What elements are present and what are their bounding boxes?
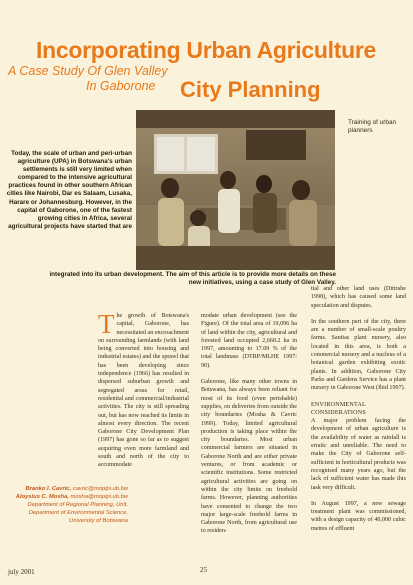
column-2-paragraph-2: Gaborone, like many other towns in Botswana, has always been reliant for most of its food (even perishable) supplies, on deliveries from outside the city boundaries (Mosha & Cavric 1999). Today, limited agricultural production is taking place within the city boundaries. Most urban commercial farmers are situated in Gaborone North and are either private ventures, or from academic or scientific institutions. Some restricted agricultural activities are going on within the city limits on freehold farms. However, planning authorities have consented to change the two major large-scale freehold farms in Gaborone North, from agricultural use to residen- bbox=[201, 379, 297, 535]
article-title-line2: City Planning bbox=[180, 77, 321, 102]
abstract-end: integrated into its urban development. The aim of this article is to provide more details on these new initiatives, using a case study of Glen Valley. bbox=[49, 271, 336, 287]
page-number: 25 bbox=[200, 566, 207, 574]
drop-cap: T bbox=[98, 309, 115, 339]
photo-caption: Training of urban planners bbox=[348, 119, 397, 134]
column-2-paragraph-1: modate urban development (see the Figure). Of the total area of 19,096 ha of land within the city, agricultural and forested land occupied 2,668.2 ha in 1997, amounting to 17.09 % of the total landmass (DTRP/MLHE 1997: 90). bbox=[201, 313, 297, 369]
author-block bbox=[10, 485, 128, 525]
article-title: Incorporating Urban Agriculture bbox=[36, 37, 376, 63]
issue-date: july 2001 bbox=[8, 568, 35, 576]
article-subtitle-line1: A Case Study Of Glen Valley bbox=[8, 64, 168, 78]
body-column-1 bbox=[98, 309, 189, 470]
article-photo bbox=[136, 110, 335, 270]
abstract-lead: Today, the scale of urban and peri-urban agriculture (UPA) in Botswana's urban settlements is still very limited when compared to the intensive agricultural practices found in other southern African cities like Nairobi, Dar es Salaam, Lusaka, Harare or Johannesburg. However, in the capital of Gaborone, one of the fastest growing cities in Africa, several agricultural projects have started that are bbox=[6, 150, 132, 230]
training-photo-image bbox=[136, 110, 335, 270]
column-3-paragraph-2: In the southern part of the city, there are a number of small-scale poultry farms. Sanitas plant nursery, also located in this area, is both a commercial nursery and a nucleus of a botanical garden exhibiting exotic plants. In addition, Gaborone City Parks and Gardens Service has a plant nursery in Gaborone West (Ibid 1997). bbox=[311, 318, 406, 392]
author-2-name: Aloysius C. Mosha, bbox=[15, 494, 69, 500]
body-column-3 bbox=[311, 285, 406, 533]
body-column-2 bbox=[201, 312, 297, 536]
author-affiliation: Department of Regional Planning, Unit, Department of Environmental Science, University of Botswana bbox=[27, 502, 128, 524]
author-2-email: mosha@mopipi.ub.bw bbox=[70, 494, 128, 500]
column-3-paragraph-4: In August 1997, a new sewage treatment plant was commissioned, with a design capacity of 40,000 cubic metres of effluent bbox=[311, 500, 406, 532]
column-3-paragraph-3: A major problem facing the development of urban agriculture is the availability of water as rainfall is erratic and unreliable. The need to make the City of Gaborone self-sufficient in horticultural products was recognised many years ago, but the lack of sufficient water has made this task very difficult. bbox=[311, 418, 406, 491]
author-1-email: cavric@mopipi.ub.bw bbox=[72, 486, 128, 492]
article-subtitle-line2: In Gaborone bbox=[86, 79, 156, 93]
column-3-paragraph-1: tial and other land uses (Dittrabe 1998), which has caused some land speculation and disputes. bbox=[311, 286, 406, 309]
author-1-name: Branko I. Cavric, bbox=[25, 486, 72, 492]
section-heading-environmental: ENVIRONMENTAL CONSIDERATIONS bbox=[311, 401, 366, 416]
column-1-text: he growth of Botswana's capital, Gaborone, has necessitated an encroachment on surrounding farmlands (with land being converted into housing and industrial estates) and the sprawl that has been developing since independence (1966) has resulted in dispersed suburban growth and segregated areas for retail, residential and commercial/industrial activities. The city is still spreading out, but has now reached its limits in almost every direction. The recent Gaborone City Development Plan (1997) has gone so far as to suggest acquiring even more farmland and south and north of the city to accommodate bbox=[98, 313, 189, 469]
